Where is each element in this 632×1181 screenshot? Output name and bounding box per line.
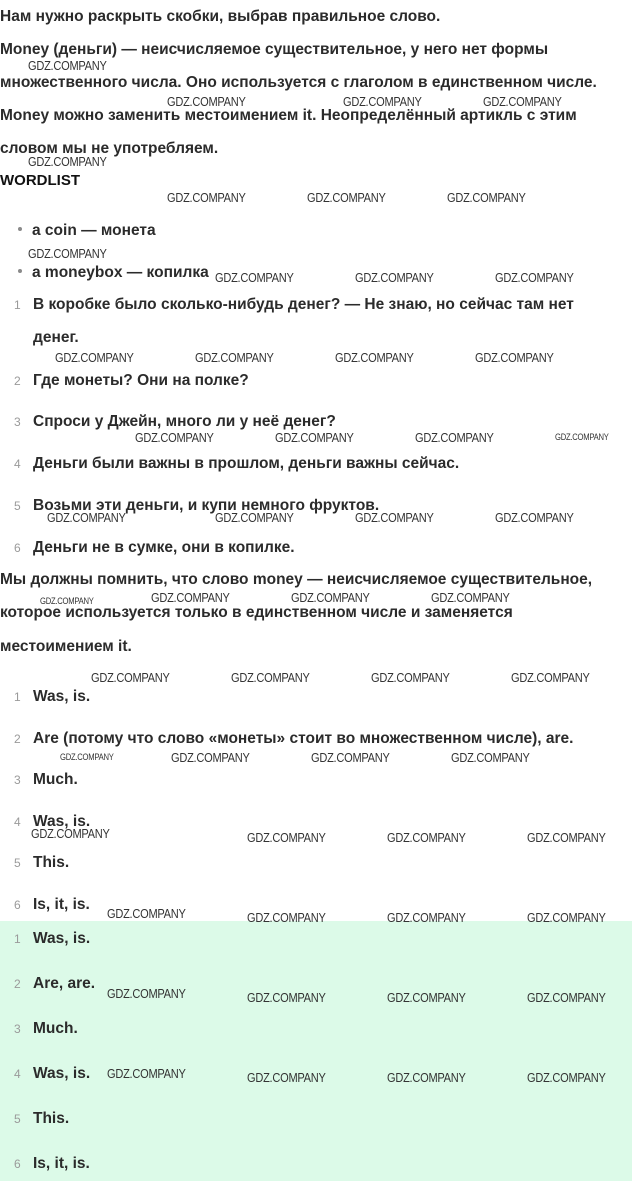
watermark: GDZ.COMPANY: [40, 596, 94, 606]
watermark: GDZ.COMPANY: [555, 432, 609, 442]
watermark: GDZ.COMPANY: [307, 190, 386, 205]
explanation-line-1: Money (деньги) — неисчисляемое существительное, у него нет формы: [0, 41, 549, 58]
watermark: GDZ.COMPANY: [151, 590, 230, 605]
watermark: GDZ.COMPANY: [107, 986, 186, 1001]
reminder-line-1: Мы должны помнить, что слово money — неисчисляемое существительное,: [0, 571, 593, 588]
sentence-text: Где монеты? Они на полке?: [33, 372, 249, 389]
item-number: 5: [14, 856, 21, 870]
watermark: GDZ.COMPANY: [387, 910, 466, 925]
watermark: GDZ.COMPANY: [335, 350, 414, 365]
watermark: GDZ.COMPANY: [195, 350, 274, 365]
wordlist-item: a coin — монета: [18, 220, 156, 242]
item-number: 2: [14, 977, 21, 991]
explanation-line-2: множественного числа. Оно используется с глаголом в единственном числе.: [0, 74, 597, 91]
watermark: GDZ.COMPANY: [355, 510, 434, 525]
sentence-line: денег.: [33, 329, 79, 346]
watermark: GDZ.COMPANY: [447, 190, 526, 205]
item-number: 6: [14, 1157, 21, 1171]
item-number: 1: [14, 690, 21, 704]
watermark: GDZ.COMPANY: [247, 910, 326, 925]
sentence-line: В коробке было сколько-нибудь денег? — Не знаю, но сейчас там нет: [33, 296, 574, 313]
watermark: GDZ.COMPANY: [247, 990, 326, 1005]
item-number: 2: [14, 374, 21, 388]
sentence-text: Деньги не в сумке, они в копилке.: [33, 539, 295, 556]
reminder-line-3: местоимением it.: [0, 638, 132, 655]
final-answer-text: This.: [33, 1110, 70, 1127]
answer-text: Are (потому что слово «монеты» стоит во множественном числе), are.: [33, 730, 574, 747]
watermark: GDZ.COMPANY: [527, 990, 606, 1005]
sentence-item-4: [14, 447, 614, 481]
watermark: GDZ.COMPANY: [215, 270, 294, 285]
item-number: 4: [14, 457, 21, 471]
watermark: GDZ.COMPANY: [107, 906, 186, 921]
watermark: GDZ.COMPANY: [171, 750, 250, 765]
watermark: GDZ.COMPANY: [28, 246, 107, 261]
sentence-text: Деньги были важны в прошлом, деньги важны сейчас.: [33, 455, 460, 472]
bullet-icon: [18, 269, 22, 273]
wordlist-item: a moneybox — копилка: [18, 262, 209, 284]
watermark: GDZ.COMPANY: [28, 58, 107, 73]
wordlist-title: WORDLIST: [0, 172, 80, 189]
watermark: GDZ.COMPANY: [527, 910, 606, 925]
sentence-text: Спроси у Джейн, много ли у неё денег?: [33, 413, 336, 430]
watermark: GDZ.COMPANY: [475, 350, 554, 365]
final-answer-item-1: [14, 922, 614, 956]
answer-text: Much.: [33, 771, 78, 788]
answer-text: This.: [33, 854, 70, 871]
sentence-item-6: [14, 531, 614, 565]
final-answer-item-5: [14, 1102, 614, 1136]
watermark: GDZ.COMPANY: [415, 430, 494, 445]
answer-panel: [0, 921, 632, 1181]
item-number: 1: [14, 298, 21, 312]
sentence-item-2: [14, 364, 614, 398]
answer-text: Was, is.: [33, 813, 91, 830]
bullet-icon: [18, 227, 22, 231]
watermark: GDZ.COMPANY: [495, 270, 574, 285]
answer-item-5: [14, 846, 614, 880]
item-number: 5: [14, 1112, 21, 1126]
watermark: GDZ.COMPANY: [511, 670, 590, 685]
answer-item-3: [14, 763, 614, 797]
watermark: GDZ.COMPANY: [247, 1070, 326, 1085]
final-answer-item-6: [14, 1147, 614, 1181]
item-number: 3: [14, 773, 21, 787]
item-number: 5: [14, 499, 21, 513]
watermark: GDZ.COMPANY: [31, 826, 110, 841]
item-number: 2: [14, 732, 21, 746]
watermark: GDZ.COMPANY: [215, 510, 294, 525]
watermark: GDZ.COMPANY: [387, 1070, 466, 1085]
item-number: 6: [14, 898, 21, 912]
watermark: GDZ.COMPANY: [483, 94, 562, 109]
final-answer-text: Was, is.: [33, 930, 91, 947]
reminder-line-2: которое используется только в единственном числе и заменяется: [0, 604, 513, 621]
explanation-line-3: Money можно заменить местоимением it. Неопределённый артикль с этим: [0, 107, 577, 124]
item-number: 4: [14, 1067, 21, 1081]
watermark: GDZ.COMPANY: [387, 830, 466, 845]
item-number: 1: [14, 932, 21, 946]
final-answer-text: Much.: [33, 1020, 78, 1037]
watermark: GDZ.COMPANY: [167, 94, 246, 109]
watermark: GDZ.COMPANY: [371, 670, 450, 685]
watermark: GDZ.COMPANY: [231, 670, 310, 685]
watermark: GDZ.COMPANY: [527, 830, 606, 845]
watermark: GDZ.COMPANY: [47, 510, 126, 525]
answer-text: Was, is.: [33, 688, 91, 705]
final-answer-text: Is, it, is.: [33, 1155, 90, 1172]
watermark: GDZ.COMPANY: [247, 830, 326, 845]
watermark: GDZ.COMPANY: [343, 94, 422, 109]
watermark: GDZ.COMPANY: [275, 430, 354, 445]
watermark: GDZ.COMPANY: [107, 1066, 186, 1081]
watermark: GDZ.COMPANY: [135, 430, 214, 445]
sentence-item-1: [14, 288, 614, 354]
final-answer-text: Are, are.: [33, 975, 96, 992]
watermark: GDZ.COMPANY: [55, 350, 134, 365]
watermark: GDZ.COMPANY: [451, 750, 530, 765]
final-answer-item-3: [14, 1012, 614, 1046]
answer-text: Is, it, is.: [33, 896, 90, 913]
intro-text: Нам нужно раскрыть скобки, выбрав правильное слово.: [0, 8, 441, 25]
watermark: GDZ.COMPANY: [431, 590, 510, 605]
watermark: GDZ.COMPANY: [311, 750, 390, 765]
item-number: 6: [14, 541, 21, 555]
watermark: GDZ.COMPANY: [495, 510, 574, 525]
item-number: 3: [14, 415, 21, 429]
final-answer-text: Was, is.: [33, 1065, 91, 1082]
item-number: 4: [14, 815, 21, 829]
watermark: GDZ.COMPANY: [355, 270, 434, 285]
answer-item-1: [14, 680, 614, 714]
watermark: GDZ.COMPANY: [291, 590, 370, 605]
watermark: GDZ.COMPANY: [28, 154, 107, 169]
watermark: GDZ.COMPANY: [527, 1070, 606, 1085]
sentence-text: Возьми эти деньги, и купи немного фруктов.: [33, 497, 380, 514]
watermark: GDZ.COMPANY: [60, 752, 114, 762]
watermark: GDZ.COMPANY: [91, 670, 170, 685]
explanation-line-4: словом мы не употребляем.: [0, 140, 219, 157]
item-number: 3: [14, 1022, 21, 1036]
watermark: GDZ.COMPANY: [167, 190, 246, 205]
watermark: GDZ.COMPANY: [387, 990, 466, 1005]
